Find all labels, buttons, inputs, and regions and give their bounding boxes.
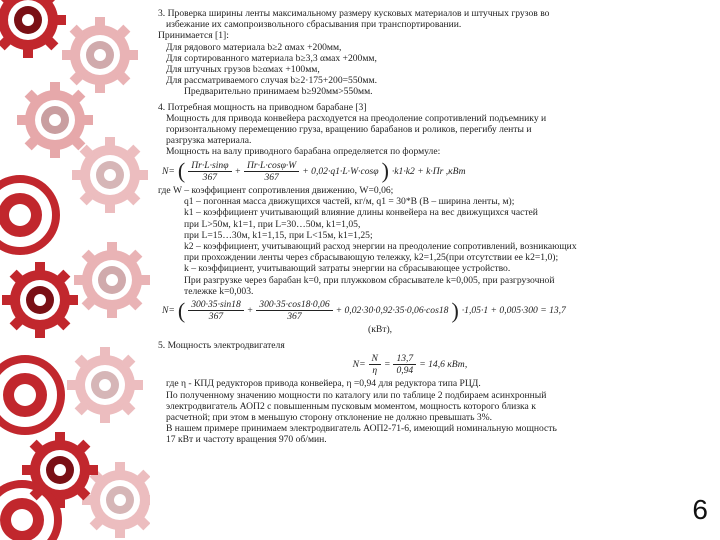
text-line: при прохождении ленты через сбрасывающую тележку, k2=1,25(при отсутствии ее k2=1,0); [184, 252, 559, 264]
text-line: q1 – погонная масса движущихся частей, кг/м, q1 = 30*В (В – ширина ленты, м); [184, 196, 515, 208]
text-line: при L=15…30м, k1=1,15, при L<15м, k1=1,25; [184, 229, 373, 241]
section-4-heading: 4. Потребная мощность на приводном барабане [3] [158, 101, 367, 113]
text-line: По полученному значению мощности по каталогу или по таблице 2 подбираем асинхронный [166, 389, 547, 401]
text-line: разгрузка материала. [166, 135, 252, 147]
gear-icon [67, 347, 143, 423]
formula-lhs: N= [162, 165, 175, 177]
gear-icon [74, 242, 150, 318]
section-3 [158, 8, 658, 98]
formula-term: ·k1·k2 + k·Пr ,кВт [391, 165, 466, 177]
text-line: Для рядового материала b≥2 αмах +200мм, [166, 41, 342, 53]
gear-icon [0, 484, 58, 540]
fraction-denominator: η [372, 365, 378, 377]
document-page [158, 8, 658, 538]
fraction-numerator: N [369, 353, 381, 365]
gear-icon [0, 0, 66, 58]
fraction-denominator: 367 [287, 311, 302, 323]
equals-sign: = [383, 358, 391, 370]
gear-icon [2, 262, 78, 338]
formula-lhs: N= [352, 358, 366, 370]
formula-term: ·1,05·1 + 0,005·300 = 13,7 [461, 305, 566, 317]
formula-term: + 0,02·q1·L·W·cosφ [302, 165, 379, 177]
text-line: при L>50м, k1=1, при L=30…50м, k1=1,05, [184, 218, 361, 230]
text-line: горизонтальному перемещению груза, вращению барабанов и роликов, перегибу ленты и [166, 124, 532, 136]
fraction [188, 299, 244, 322]
fraction-numerator: Пr·L·sinφ [188, 160, 231, 172]
text-line: k2 – коэффициент, учитывающий расход энергии на преодоление сопротивлений, возникающих [184, 241, 577, 253]
fraction [188, 160, 231, 183]
fraction [369, 353, 381, 376]
text-line: В нашем примере принимаем электродвигатель АОП2-71-6, имеющий номинальную мощность [166, 423, 557, 435]
bracket-close: ) [381, 158, 389, 184]
text-line: где η - КПД редукторов привода конвейера, η =0,94 для редуктора типа РЦД. [166, 378, 481, 390]
bracket-open: ( [177, 297, 186, 323]
formula-term: = 14,6 кВт, [419, 358, 468, 370]
section-5 [158, 340, 658, 446]
fraction [244, 160, 299, 183]
power-formula [162, 160, 658, 183]
section-5-heading: 5. Мощность электродвигателя [158, 339, 285, 351]
text-line: где W – коэффициент сопротивления движению, W=0,06; [158, 185, 394, 197]
section-3-heading: 3. Проверка ширины ленты максимальному размеру кусковых материалов и штучных грузов во [158, 8, 550, 19]
text-line: Принимается [1]: [158, 30, 229, 42]
text-line: k – коэффициент, учитывающий затраты энергии на сбрасывающее устройство. [184, 263, 511, 275]
plus-sign: + [234, 165, 241, 177]
fraction-numerator: 13,7 [393, 353, 416, 365]
text-line: Для штучных грузов b≥αмах +100мм, [166, 64, 320, 76]
gear-icon [0, 359, 61, 431]
fraction-numerator: 300·35·sin18 [188, 299, 244, 311]
gear-icon [17, 82, 93, 158]
text-line: расчетной; при этом в меньшую сторону отклонение не должно превышать 3%. [166, 411, 493, 423]
text-line: избежание их самопроизвольного сбрасывания при транспортировании. [166, 19, 462, 31]
gear-decoration [0, 0, 150, 540]
fraction [393, 353, 416, 376]
text-line: k1 – коэффициент учитывающий влияние длины конвейера на вес движущихся частей [184, 207, 538, 219]
calculation-unit: (кВт), [368, 324, 393, 336]
text-line: Для сортированного материала b≥3,3 αмах +200мм, [166, 52, 377, 64]
text-line: тележке k=0,003. [184, 285, 254, 297]
section-4 [158, 102, 658, 336]
text-line: Предварительно принимаем b≥920мм>550мм. [184, 86, 373, 98]
slide-number: 6 [692, 494, 708, 525]
text-line: Мощность для привода конвейера расходуется на преодоление сопротивлений подъемнику и [166, 112, 547, 124]
fraction [256, 299, 332, 322]
bracket-open: ( [177, 158, 186, 184]
text-line: Мощность на валу приводного барабана определяется по формуле: [166, 146, 441, 158]
gear-icon [72, 137, 148, 213]
formula-term: + 0,02·30·0,92·35·0,06·cos18 [335, 305, 449, 317]
calculation-formula [162, 299, 658, 322]
text-line: электродвигатель АОП2 с повышенным пусковым моментом, мощность которого близка к [166, 400, 536, 412]
plus-sign: + [246, 305, 254, 317]
fraction-numerator: Пr·L·cosφ·W [244, 160, 299, 172]
bracket-close: ) [451, 297, 459, 323]
formula-lhs: N= [162, 305, 175, 317]
fraction-denominator: 367 [208, 311, 224, 323]
motor-power-formula [162, 353, 658, 376]
text-line: 17 кВт и частоту вращения 970 об/мин. [166, 434, 327, 446]
gear-icon [62, 17, 138, 93]
text-line: Для рассматриваемого случая b≥2·175+200=550мм. [166, 75, 377, 87]
gear-icon [0, 179, 56, 251]
fraction-denominator: 367 [264, 171, 279, 183]
fraction-numerator: 300·35·cos18·0,06 [256, 299, 332, 311]
text-line: При разгрузке через барабан k=0, при плужковом сбрасывателе k=0,005, при разгрузочной [184, 274, 555, 286]
fraction-denominator: 0,94 [396, 365, 414, 377]
fraction-denominator: 367 [202, 171, 218, 183]
